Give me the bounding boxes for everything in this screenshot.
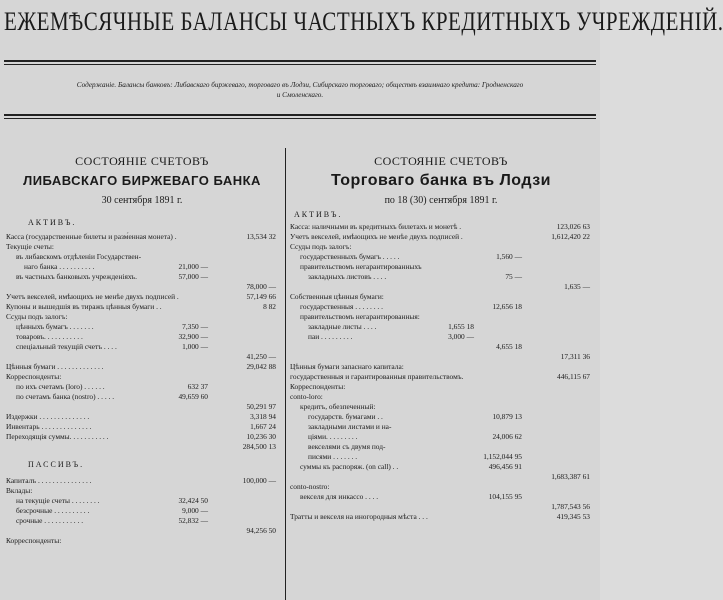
ledger-label: паи . . . . . . . . . xyxy=(308,332,353,341)
masthead-title: ЕЖЕМѢСЯЧНЫЕ БАЛАНСЫ ЧАСТНЫХЪ КРЕДИТНЫХЪ УЧРЕЖДЕНІЙ. xyxy=(4,6,723,36)
ledger-row xyxy=(290,392,592,402)
contents-note xyxy=(10,80,590,100)
ledger-label: въ частныхъ банковыхъ учрежденіяхъ. xyxy=(16,272,137,281)
ledger-amount: 10,236 30 xyxy=(246,432,276,441)
ledger-amount: 17,311 36 xyxy=(560,352,590,361)
ledger-amount: 1,683,387 61 xyxy=(551,472,590,481)
ledger-amount: 57,149 66 xyxy=(246,292,276,301)
ledger-row xyxy=(6,232,278,242)
right-date: по 18 (30) сентября 1891 г. xyxy=(384,195,498,206)
ledger-label: государств. бумагами . . xyxy=(308,412,383,421)
ledger-amount: 13,534 32 xyxy=(246,232,276,241)
ledger-amount: 41,250 — xyxy=(246,352,276,361)
ledger-amount: 75 — xyxy=(505,272,522,281)
ledger-label: Ссуды подъ залогъ: xyxy=(290,242,352,251)
ledger-row xyxy=(6,486,278,496)
ledger-amount: 632 37 xyxy=(187,382,208,391)
ledger-amount: 1,787,543 56 xyxy=(551,502,590,511)
column-divider xyxy=(285,148,286,600)
ledger-row xyxy=(290,302,592,312)
left-assets-list xyxy=(6,232,278,452)
ledger-amount: 57,000 — xyxy=(178,272,208,281)
ledger-row xyxy=(6,526,278,536)
ledger-amount: 446,115 67 xyxy=(557,372,590,381)
ledger-label: Текущіе счеты: xyxy=(6,242,54,251)
ledger-amount: 9,000 — xyxy=(182,506,208,515)
left-bank-name: ЛИБАВСКАГО БИРЖЕВАГО БАНКА xyxy=(23,173,261,188)
ledger-label: conto-nostro: xyxy=(290,482,330,491)
ledger-label: цiями. . . . . . . . . xyxy=(308,432,358,441)
ledger-amount: 1,635 — xyxy=(564,282,590,291)
contents-rule-thin xyxy=(4,118,596,119)
ledger-label: Учетъ векселей, имѣющихъ не менѣе двухъ подписей . xyxy=(290,232,463,241)
ledger-row xyxy=(290,232,592,242)
right-assets-list xyxy=(290,222,592,522)
ledger-label: товаровъ. . . . . . . . . . . xyxy=(16,332,83,341)
ledger-amount: 49,659 60 xyxy=(178,392,208,401)
ledger-label: Касса: наличными въ кредитныхъ билетахъ и монетѣ . xyxy=(290,222,462,231)
contents-line-2: и Смоленскаго. xyxy=(276,91,324,99)
left-date: 30 сентября 1891 г. xyxy=(101,195,183,206)
ledger-row xyxy=(290,272,592,282)
ledger-amount: 3,318 94 xyxy=(250,412,276,421)
ledger-label: спеціальный текущій счетъ . . . . xyxy=(16,342,117,351)
ledger-row xyxy=(6,476,278,486)
ledger-row xyxy=(6,262,278,272)
ledger-row xyxy=(290,512,592,522)
ledger-amount: 123,026 63 xyxy=(556,222,590,231)
ledger-amount: 284,500 13 xyxy=(242,442,276,451)
ledger-row xyxy=(6,432,278,442)
ledger-row xyxy=(290,262,592,272)
ledger-row xyxy=(6,272,278,282)
ledger-row xyxy=(290,412,592,422)
ledger-row xyxy=(6,302,278,312)
ledger-amount: 419,345 53 xyxy=(556,512,590,521)
left-assets-title: АКТИВЪ. xyxy=(28,218,77,227)
ledger-row xyxy=(6,362,278,372)
ledger-label: закладные листы . . . . xyxy=(308,322,377,331)
ledger-row xyxy=(6,282,278,292)
ledger-row xyxy=(6,422,278,432)
ledger-row xyxy=(290,502,592,512)
ledger-row xyxy=(290,452,592,462)
ledger-row xyxy=(6,242,278,252)
ledger-label: Инвентарь . . . . . . . . . . . . . . xyxy=(6,422,92,431)
ledger-label: на текущіе счеты . . . . . . . . xyxy=(16,496,100,505)
ledger-label: Собственныя цѣнныя бумаги: xyxy=(290,292,384,301)
ledger-label: закладными листами и на- xyxy=(308,422,392,431)
ledger-row xyxy=(290,252,592,262)
ledger-row xyxy=(290,382,592,392)
ledger-label: Касса (государственные билеты и разм́енная монета) . xyxy=(6,232,177,241)
ledger-row xyxy=(290,462,592,472)
ledger-label: государственныя и гарантированныя правительствомъ. xyxy=(290,372,464,381)
ledger-amount: 1,655 18 xyxy=(448,322,474,331)
ledger-amount: 4,655 18 xyxy=(496,342,522,351)
ledger-label: Переходящія суммы. . . . . . . . . . . xyxy=(6,432,109,441)
right-bank-name: Торговаго банка въ Лодзи xyxy=(330,172,551,189)
ledger-label: правительствомъ негарантированныя: xyxy=(300,312,420,321)
contents-rule xyxy=(4,114,596,116)
ledger-row xyxy=(290,372,592,382)
ledger-row xyxy=(6,352,278,362)
ledger-label: Вклады: xyxy=(6,486,33,495)
ledger-row xyxy=(290,282,592,292)
ledger-amount: 496,456 91 xyxy=(488,462,522,471)
ledger-label: conto-loro: xyxy=(290,392,323,401)
contents-line-1: Содержаніе. Балансы банковъ: Либавскаго биржеваго, торговаго въ Лодзи, Сибирскаго торговаго; обществъ взаимнаго кредита: Гродненскаго xyxy=(76,81,524,89)
ledger-row xyxy=(290,222,592,232)
ledger-row xyxy=(6,516,278,526)
ledger-label: Корреспонденты: xyxy=(6,536,62,545)
ledger-label: государственныхъ бумагъ . . . . . xyxy=(300,252,400,261)
ledger-label: правительствомъ негарантированныхъ xyxy=(300,262,422,271)
ledger-amount: 32,424 50 xyxy=(178,496,208,505)
ledger-label: Цѣнныя бумаги . . . . . . . . . . . . . xyxy=(6,362,104,371)
ledger-row xyxy=(6,332,278,342)
ledger-label: наго банка . . . . . . . . . . xyxy=(24,262,95,271)
right-header: СОСТОЯНІЕ СЧЕТОВЪ xyxy=(374,154,508,168)
ledger-row xyxy=(6,372,278,382)
ledger-row xyxy=(290,292,592,302)
ledger-row xyxy=(290,422,592,432)
ledger-label: Ссуды подъ залогъ: xyxy=(6,312,68,321)
ledger-row xyxy=(6,252,278,262)
ledger-label: цѣнныхъ бумагъ . . . . . . . xyxy=(16,322,94,331)
ledger-row xyxy=(6,536,278,546)
ledger-amount: 1,000 — xyxy=(182,342,208,351)
ledger-amount: 52,832 — xyxy=(178,516,208,525)
ledger-label: по счетамъ банка (nostro) . . . . . xyxy=(16,392,115,401)
ledger-row xyxy=(290,352,592,362)
ledger-row xyxy=(290,402,592,412)
ledger-amount: 104,155 95 xyxy=(488,492,522,501)
ledger-label: Купоны и вышедшія въ тиражъ цѣнныя бумаги . . xyxy=(6,302,162,311)
left-liabilities-title: ПАССИВЪ. xyxy=(28,460,85,469)
ledger-row xyxy=(6,382,278,392)
ledger-amount: 32,900 — xyxy=(178,332,208,341)
ledger-row xyxy=(290,482,592,492)
ledger-row xyxy=(290,332,592,342)
ledger-label: государственныя . . . . . . . . xyxy=(300,302,383,311)
ledger-row xyxy=(290,312,592,322)
ledger-label: закладныхъ листовъ . . . . xyxy=(308,272,387,281)
ledger-amount: 24,006 62 xyxy=(492,432,522,441)
ledger-amount: 3,000 — xyxy=(448,332,474,341)
ledger-row xyxy=(290,362,592,372)
ledger-amount: 78,000 — xyxy=(246,282,276,291)
header-rule-bottom xyxy=(4,64,596,65)
left-column xyxy=(6,148,278,546)
left-liabilities-list xyxy=(6,476,278,546)
ledger-row xyxy=(6,402,278,412)
ledger-row xyxy=(290,242,592,252)
ledger-label: Цѣнныя бумаги запаснаго капитала: xyxy=(290,362,404,371)
ledger-row xyxy=(6,342,278,352)
ledger-row xyxy=(290,492,592,502)
ledger-amount: 12,656 18 xyxy=(492,302,522,311)
left-header: СОСТОЯНІЕ СЧЕТОВЪ xyxy=(75,154,209,168)
ledger-amount: 21,000 — xyxy=(178,262,208,271)
ledger-label: по ихъ счетамъ (loro) . . . . . . xyxy=(16,382,105,391)
ledger-label: Учетъ векселей, имѣющихъ не менѣе двухъ подписей . xyxy=(6,292,179,301)
ledger-label: Корреспонденты: xyxy=(6,372,62,381)
ledger-row xyxy=(6,292,278,302)
ledger-amount: 94,256 50 xyxy=(246,526,276,535)
ledger-label: векселя для инкассо . . . . xyxy=(300,492,379,501)
ledger-label: срочные . . . . . . . . . . . xyxy=(16,516,84,525)
ledger-label: Капиталъ . . . . . . . . . . . . . . . xyxy=(6,476,92,485)
ledger-amount: 7,350 — xyxy=(182,322,208,331)
ledger-row xyxy=(290,322,592,332)
ledger-row xyxy=(6,506,278,516)
ledger-row xyxy=(290,442,592,452)
right-assets-title: АКТИВЪ. xyxy=(294,210,343,219)
ledger-amount: 1,560 — xyxy=(496,252,522,261)
ledger-amount: 10,879 13 xyxy=(492,412,522,421)
ledger-amount: 8 82 xyxy=(263,302,276,311)
ledger-row xyxy=(6,442,278,452)
ledger-row xyxy=(6,496,278,506)
ledger-amount: 1,612,420 22 xyxy=(551,232,590,241)
right-column xyxy=(290,148,592,522)
ledger-label: векселями съ двумя под- xyxy=(308,442,386,451)
ledger-row xyxy=(6,412,278,422)
ledger-amount: 1,667 24 xyxy=(250,422,276,431)
ledger-amount: 29,042 88 xyxy=(246,362,276,371)
header-rule-top xyxy=(4,60,596,62)
ledger-label: писями . . . . . . . xyxy=(308,452,358,461)
ledger-label: кредитъ, обезпеченный: xyxy=(300,402,376,411)
ledger-label: Тратты и векселя на иногородныя мѣста . . . xyxy=(290,512,428,521)
ledger-label: Корреспонденты: xyxy=(290,382,346,391)
ledger-row xyxy=(290,342,592,352)
ledger-amount: 100,000 — xyxy=(242,476,276,485)
ledger-amount: 1,152,044 95 xyxy=(483,452,522,461)
ledger-row xyxy=(6,312,278,322)
ledger-row xyxy=(6,392,278,402)
ledger-amount: 50,291 97 xyxy=(246,402,276,411)
ledger-label: въ либавскомъ отдѣленіи Государствен- xyxy=(16,252,142,261)
ledger-label: Издержки . . . . . . . . . . . . . . xyxy=(6,412,90,421)
ledger-row xyxy=(6,322,278,332)
ledger-label: суммы къ распоряж. (on call) . . xyxy=(300,462,399,471)
ledger-row xyxy=(290,472,592,482)
ledger-label: безсрочные . . . . . . . . . . xyxy=(16,506,90,515)
ledger-row xyxy=(290,432,592,442)
